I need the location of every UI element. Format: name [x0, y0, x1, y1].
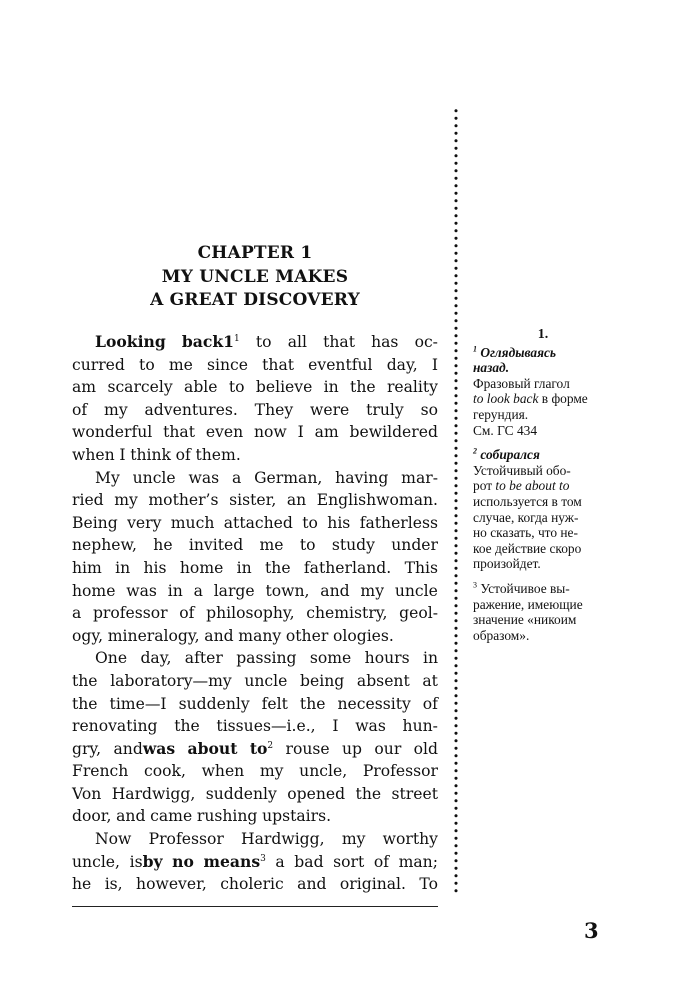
text-line: [72, 557, 438, 580]
note-2-text-fragment: рот: [473, 478, 496, 494]
text-line: [72, 647, 438, 670]
note-2-heading: [473, 447, 613, 463]
word: sister,: [229, 491, 277, 510]
word: was: [188, 468, 220, 487]
word: home: [72, 581, 116, 600]
note-3-text-line: [473, 581, 613, 597]
word: To: [419, 875, 438, 894]
word: my: [360, 581, 385, 600]
word: laboratory—my: [110, 671, 232, 690]
chapter-heading: [72, 242, 438, 313]
note-2-text-line: случае, когда нуж-: [473, 509, 579, 525]
note-3-text-line: значение «никоим: [473, 612, 577, 628]
word: however,: [136, 875, 207, 894]
word: philosophy,: [206, 604, 295, 623]
word: scarcely: [107, 378, 173, 397]
word: reality: [386, 378, 438, 397]
word: Now: [95, 830, 132, 849]
note-1-heading: [473, 345, 613, 361]
word: home: [179, 558, 224, 577]
word: oc-: [414, 333, 438, 351]
word: that: [262, 355, 295, 374]
word: renovating: [72, 717, 158, 736]
word: I: [332, 717, 339, 736]
bold-term: means$^3$: [203, 851, 266, 871]
word: up: [342, 739, 363, 758]
note-3-text-line: ражение, имеющие: [473, 596, 583, 612]
word: to: [255, 333, 272, 351]
word: original.: [339, 875, 406, 894]
word: rouse: [285, 739, 330, 758]
word: opened: [287, 784, 346, 803]
word: eventful: [308, 355, 373, 374]
word: the: [265, 558, 291, 577]
word: was: [355, 717, 386, 736]
word: of: [373, 852, 390, 871]
word: passing: [236, 649, 297, 668]
word: am: [314, 423, 339, 442]
word: mar-: [401, 468, 438, 487]
text-line: [72, 738, 438, 761]
word: other: [285, 626, 329, 645]
word: isby: [129, 851, 163, 871]
note-2-text-line: Устойчивый обо-: [473, 462, 571, 478]
word: to: [299, 536, 316, 555]
note-2-text-line: используется в том: [473, 493, 582, 509]
word: large: [213, 581, 255, 600]
word: fatherland.: [303, 558, 392, 577]
word: They: [254, 400, 294, 419]
word: all: [287, 333, 307, 351]
note-1-heading-line-2: назад.: [473, 360, 510, 376]
word: to: [302, 513, 318, 532]
word: curred: [72, 355, 125, 374]
word: of: [422, 694, 438, 713]
word: One: [95, 649, 128, 668]
text-line: [72, 670, 438, 693]
word: mineralogy,: [107, 626, 200, 645]
word: many: [238, 626, 282, 645]
note-2-text-line: но сказать, что не-: [473, 525, 578, 541]
word: wonderful: [72, 423, 153, 442]
word: cook,: [143, 762, 186, 781]
note-3-marker: 3: [473, 580, 477, 590]
word: when: [201, 762, 245, 781]
text-line: [72, 512, 438, 535]
word: when: [72, 445, 115, 464]
word: sort: [333, 852, 365, 871]
word: the: [350, 378, 376, 397]
word: the: [72, 671, 98, 690]
word: in: [115, 558, 131, 577]
word: ried: [72, 491, 104, 510]
margin-notes: [473, 327, 613, 643]
word: was: [126, 581, 157, 600]
word: in: [236, 558, 252, 577]
word: me: [168, 355, 193, 374]
word: uncle: [394, 581, 438, 600]
word: door,: [72, 807, 112, 826]
text-line: [72, 489, 438, 512]
word: andwas: [113, 738, 176, 758]
word: in: [167, 581, 183, 600]
dotted-divider: [454, 107, 458, 893]
word: fatherless: [359, 513, 438, 532]
word: under: [391, 536, 438, 555]
word: I: [431, 355, 438, 374]
note-3-text-line: образом».: [473, 627, 530, 643]
word: uncle,: [299, 762, 348, 781]
word: day,: [386, 355, 418, 374]
word: now: [253, 423, 287, 442]
word: man;: [398, 852, 438, 871]
word: and: [320, 581, 350, 600]
word: street: [391, 784, 438, 803]
word: My: [95, 468, 120, 487]
note-1-text-line: См. ГС 434: [473, 422, 538, 438]
word: upstairs.: [262, 807, 332, 826]
word: my: [104, 400, 128, 419]
word: French: [72, 762, 129, 781]
word: has: [371, 333, 399, 351]
word: I: [119, 445, 126, 464]
word: very: [127, 513, 162, 532]
word: tissues—i.e.,: [216, 717, 316, 736]
word: attached: [223, 513, 293, 532]
note-2-text-line: произойдет.: [473, 556, 541, 572]
footnote-marker: 3: [260, 853, 266, 864]
word: after: [184, 649, 223, 668]
note-2-marker: 2: [473, 446, 477, 456]
bold-term: about: [187, 738, 238, 758]
word: chemistry,: [306, 604, 388, 623]
word: choleric: [220, 875, 284, 894]
bold-term: to$^2$: [249, 738, 274, 758]
word: that: [323, 333, 355, 351]
word: my: [341, 830, 366, 849]
text-line: [72, 851, 438, 874]
word: truly: [366, 400, 404, 419]
word: ogy,: [72, 626, 104, 645]
word: to: [228, 378, 245, 397]
word: a: [193, 581, 203, 600]
word: the: [72, 694, 98, 713]
word: am: [72, 378, 97, 397]
word: that: [163, 423, 195, 442]
footnote-marker: 2: [267, 740, 274, 751]
word: town,: [265, 581, 310, 600]
word: uncle,: [72, 852, 120, 871]
chapter-title-line-1: MY UNCLE MAKES: [161, 266, 349, 287]
text-line: [72, 354, 438, 377]
word: me: [259, 536, 284, 555]
word: a: [231, 468, 242, 487]
word: rushing: [196, 807, 258, 826]
word: and: [204, 626, 234, 645]
word: much: [170, 513, 215, 532]
word: and: [116, 807, 146, 826]
note-2-italic-term: to be about to: [495, 478, 570, 494]
word: is,: [104, 875, 123, 894]
note-1-heading-line-1: Оглядываясь: [480, 344, 557, 360]
word: them.: [195, 445, 241, 464]
page-number: 3: [584, 918, 599, 943]
word: Being: [72, 513, 118, 532]
bold-term: back1$^1$: [181, 332, 240, 351]
word: able: [184, 378, 218, 397]
word: uncle: [244, 671, 288, 690]
bold-term: Looking: [95, 332, 166, 351]
word: my: [114, 491, 138, 510]
text-line: [72, 534, 438, 557]
word: bewildered: [349, 423, 438, 442]
note-2-text-line: кое действие скоро: [473, 540, 582, 556]
word: think: [130, 445, 171, 464]
text-line: [72, 580, 438, 603]
word: his: [327, 513, 351, 532]
word: he: [153, 536, 173, 555]
text-line: [72, 444, 438, 467]
note-1-text-line: [473, 391, 613, 407]
word: our: [374, 739, 402, 758]
word: the: [174, 717, 200, 736]
word: of: [72, 400, 88, 419]
word: geol-: [399, 604, 438, 623]
note-1-text-line: герундия.: [473, 406, 529, 422]
word: my: [259, 762, 284, 781]
word: ologies.: [332, 626, 394, 645]
word: Von: [72, 784, 102, 803]
text-line: [72, 873, 438, 896]
word: I: [297, 423, 304, 442]
word: he: [72, 875, 92, 894]
note-2-heading-text: собирался: [480, 447, 540, 463]
word: believe: [255, 378, 313, 397]
word: some: [309, 649, 352, 668]
word: in: [323, 378, 339, 397]
text-line: [72, 625, 438, 648]
word: his: [143, 558, 167, 577]
text-line: [72, 602, 438, 625]
word: Professor: [148, 830, 224, 849]
word: and: [297, 875, 327, 894]
text-line: [72, 421, 438, 444]
word: time—I: [109, 694, 167, 713]
word: a: [275, 852, 285, 871]
word: worthy: [382, 830, 438, 849]
text-line: [72, 376, 438, 399]
chapter-title-line-2: A GREAT DISCOVERY: [150, 290, 360, 310]
word: old: [413, 739, 438, 758]
note-1-text-fragment: в форме: [538, 391, 588, 407]
note-2-text-line: [473, 478, 613, 494]
word: of: [175, 445, 191, 464]
word: adventures.: [144, 400, 238, 419]
note-3-text-fragment: Устойчивое вы-: [477, 580, 570, 596]
text-line: [72, 805, 438, 828]
word: him: [72, 558, 102, 577]
text-line: [72, 693, 438, 716]
word: being: [300, 671, 345, 690]
main-text: [72, 331, 438, 896]
word: the: [355, 784, 382, 803]
footnote-marker: 1: [234, 333, 240, 344]
word: since: [207, 355, 248, 374]
text-line: [72, 783, 438, 806]
word: nephew,: [72, 536, 137, 555]
word: gry,: [72, 739, 102, 758]
word: suddenly: [178, 694, 250, 713]
note-1-marker: 1: [473, 344, 477, 354]
word: professor: [92, 604, 168, 623]
note-1-text-line: Фразовый глагол: [473, 375, 570, 391]
word: an: [286, 491, 307, 510]
word: German,: [254, 468, 323, 487]
word: to: [139, 355, 155, 374]
text-line: [72, 828, 438, 851]
word: invited: [188, 536, 244, 555]
word: suddenly: [205, 784, 277, 803]
word: even: [205, 423, 244, 442]
word: at: [422, 671, 438, 690]
word: Englishwoman.: [316, 491, 438, 510]
note-number: 1.: [537, 327, 549, 342]
word: Hardwigg,: [241, 830, 325, 849]
word: came: [150, 807, 193, 826]
word: a: [72, 604, 82, 623]
word: study: [331, 536, 375, 555]
word: day,: [140, 649, 172, 668]
word: the: [299, 694, 326, 713]
chapter-number: CHAPTER 1: [197, 243, 313, 263]
note-1-italic-term: to look back: [473, 391, 539, 407]
word: mother’s: [148, 491, 219, 510]
text-line: [72, 331, 438, 354]
word: were: [310, 400, 350, 419]
text-line: [72, 715, 438, 738]
word: This: [404, 558, 438, 577]
text-line: [72, 760, 438, 783]
word: having: [335, 468, 389, 487]
word: Hardwigg,: [111, 784, 196, 803]
text-line: [72, 399, 438, 422]
word: in: [422, 649, 438, 668]
text-line: [72, 467, 438, 490]
word: hours: [364, 649, 410, 668]
word: Professor: [362, 762, 438, 781]
word: so: [420, 400, 438, 419]
footer-rule: [72, 906, 438, 907]
word: felt: [261, 694, 288, 713]
word: absent: [356, 671, 410, 690]
word: of: [179, 604, 195, 623]
word: hun-: [402, 717, 438, 736]
bold-term: no: [172, 851, 194, 871]
word: necessity: [337, 694, 411, 713]
word: bad: [294, 852, 324, 871]
word: uncle: [132, 468, 176, 487]
